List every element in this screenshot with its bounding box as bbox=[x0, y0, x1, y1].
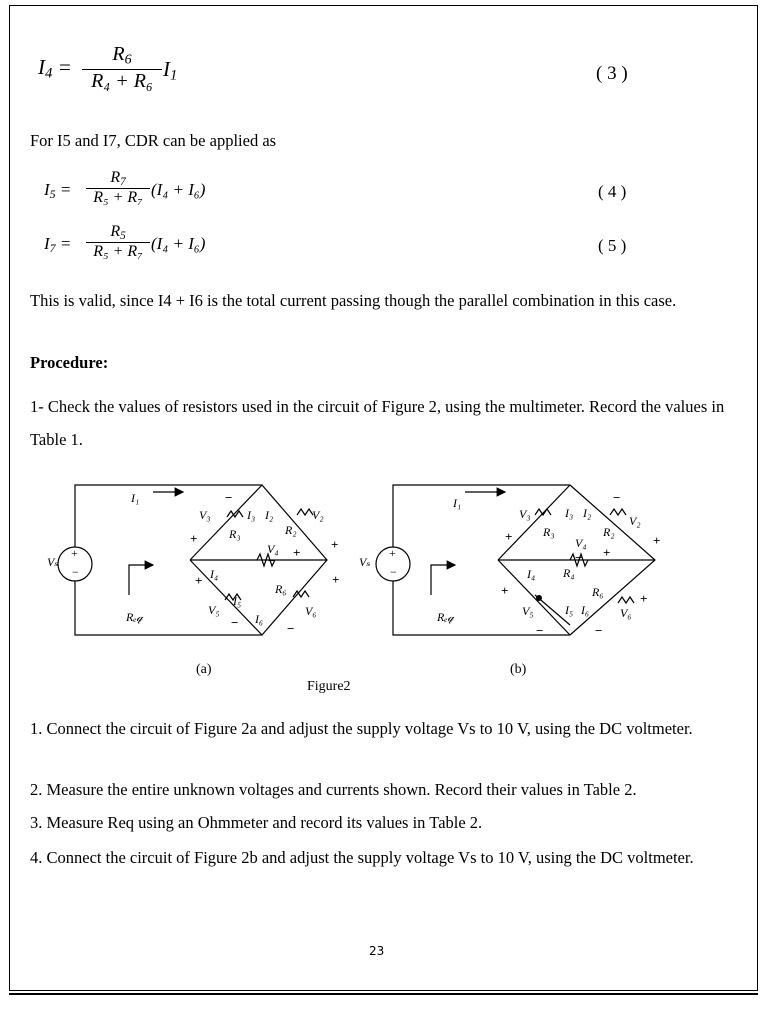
label-a-R2: R₂ bbox=[285, 523, 297, 537]
label-a-Req: Rₑ𝓆 bbox=[126, 610, 143, 624]
cdr-intro: For I5 and I7, CDR can be applied as bbox=[30, 131, 277, 150]
eq4-fraction: $R_7$ R₅ + R₇ bbox=[86, 169, 150, 207]
label-b-vs-plus: + bbox=[389, 546, 396, 560]
label-a-V3: V₃ bbox=[199, 508, 211, 522]
procedure-intro: 1- Check the values of resistors used in the circuit of Figure 2, using the multimeter. Record the values in Table 1. bbox=[30, 397, 725, 449]
label-b-V3: V₃ bbox=[519, 507, 531, 521]
label-a-I2: I₂ bbox=[265, 508, 274, 522]
eq4-number: ( 4 ) bbox=[598, 182, 627, 201]
label-b-V2: V₂ bbox=[629, 514, 641, 528]
label-b-I1: I₁ bbox=[453, 496, 462, 510]
page-border-bottom bbox=[9, 993, 758, 995]
sign-a-v3-minus: − bbox=[225, 490, 233, 505]
label-b-R6: R₆ bbox=[592, 585, 604, 599]
figure2-caption: Figure2 bbox=[307, 679, 351, 694]
label-b-I5: I₅ bbox=[565, 603, 574, 617]
label-a-vs-plus: + bbox=[71, 546, 78, 560]
label-b-V5: V₅ bbox=[522, 604, 534, 618]
procedure-heading: Procedure: bbox=[30, 353, 109, 372]
eq5-number: ( 5 ) bbox=[598, 236, 627, 255]
sign-a-v6-minus: − bbox=[287, 621, 295, 636]
label-b-I2: I₂ bbox=[583, 506, 592, 520]
label-a-I3: I₃ bbox=[247, 508, 256, 522]
sign-a-v5-plus: + bbox=[195, 573, 203, 588]
label-b-I3: I₃ bbox=[565, 506, 574, 520]
sign-b-v2-plus: + bbox=[653, 533, 661, 548]
figure2b-label: (b) bbox=[510, 662, 527, 677]
step-1: 1. Connect the circuit of Figure 2a and adjust the supply voltage Vs to 10 V, using the DC voltmeter. bbox=[30, 719, 693, 738]
eq4-lhs: $I_5$ = bbox=[44, 180, 72, 201]
sign-b-v5-plus: + bbox=[501, 583, 509, 598]
label-b-I6: I₆ bbox=[581, 603, 590, 617]
label-a-V5: V₅ bbox=[208, 603, 220, 617]
eq5-lhs: $I_7$ = bbox=[44, 234, 72, 255]
label-a-R6: R₆ bbox=[275, 582, 287, 596]
label-b-R2: R₂ bbox=[603, 525, 615, 539]
eq4-tail: (I₄ + I₆) bbox=[151, 180, 206, 199]
page-number: 23 bbox=[369, 944, 385, 958]
resistor-r2 bbox=[297, 509, 313, 515]
validity-paragraph: This is valid, since I4 + I6 is the total current passing though the parallel combination in this case. bbox=[30, 291, 677, 310]
resistor-r3 bbox=[227, 511, 243, 517]
label-a-I1: I₁ bbox=[131, 491, 140, 505]
sign-a-v6-plus: + bbox=[332, 572, 340, 587]
sign-b-v3-plus: + bbox=[505, 529, 513, 544]
eq3-lhs: $I_4$ = bbox=[38, 55, 72, 82]
eq5-fraction: $R_5$ R₅ + R₇ bbox=[86, 223, 150, 261]
sign-b-v5-minus: − bbox=[536, 623, 544, 638]
label-a-V4: V₄ bbox=[267, 542, 279, 556]
label-a-vs-minus: − bbox=[72, 565, 79, 579]
sign-a-v2-plus: + bbox=[331, 537, 339, 552]
label-a-V6: V₆ bbox=[305, 604, 317, 618]
eq3-fraction: $R_6$ R₄ + R₆ bbox=[82, 43, 162, 93]
label-a-I5: I₅ bbox=[233, 594, 242, 608]
sign-a-v4-minus: − bbox=[268, 553, 276, 568]
figure2-circuit bbox=[35, 475, 675, 690]
label-a-I6: I₆ bbox=[255, 612, 264, 626]
label-b-I4: I₄ bbox=[527, 567, 536, 581]
eq5-tail: (I₄ + I₆) bbox=[151, 234, 206, 253]
label-b-V6: V₆ bbox=[620, 606, 632, 620]
label-b-Vs: Vₛ bbox=[359, 555, 371, 569]
figure2a-label: (a) bbox=[196, 662, 212, 677]
label-b-vs-minus: − bbox=[390, 565, 397, 579]
label-b-Req: Rₑ𝓆 bbox=[437, 610, 454, 624]
sign-a-v4-plus: + bbox=[293, 545, 301, 560]
sign-a-v3-plus: + bbox=[190, 531, 198, 546]
label-b-R4: R₄ bbox=[563, 566, 575, 580]
sign-b-v4-minus: − bbox=[575, 550, 583, 565]
sign-b-v6-plus: + bbox=[640, 591, 648, 606]
step-4: 4. Connect the circuit of Figure 2b and adjust the supply voltage Vs to 10 V, using the DC voltmeter. bbox=[30, 848, 694, 867]
label-b-V4: V₄ bbox=[575, 536, 587, 550]
step-2: 2. Measure the entire unknown voltages and currents shown. Record their values in Table 2. bbox=[30, 780, 637, 799]
eq3-number: ( 3 ) bbox=[596, 63, 628, 84]
sign-b-v2-minus: − bbox=[613, 490, 621, 505]
label-b-R3: R₃ bbox=[543, 525, 555, 539]
label-a-Vs: Vₛ bbox=[47, 555, 59, 569]
sign-b-v6-minus: − bbox=[595, 623, 603, 638]
sign-b-v4-plus: + bbox=[603, 545, 611, 560]
label-a-R3: R₃ bbox=[229, 527, 241, 541]
eq3-tail: $I_1$ bbox=[163, 57, 178, 84]
label-a-V2: V₂ bbox=[312, 508, 324, 522]
sign-a-v5-minus: − bbox=[231, 615, 239, 630]
label-a-I4: I₄ bbox=[210, 567, 219, 581]
step-3: 3. Measure Req using an Ohmmeter and record its values in Table 2. bbox=[30, 813, 483, 832]
